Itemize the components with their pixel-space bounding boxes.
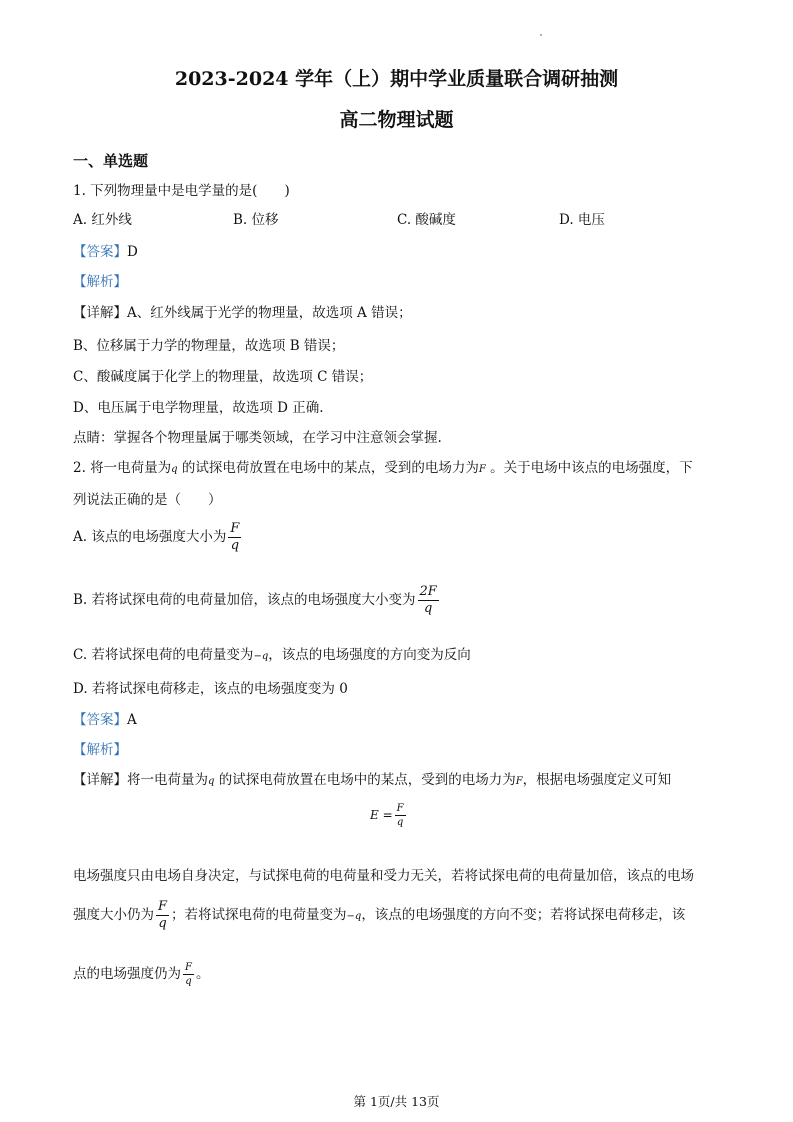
denominator: q — [185, 976, 192, 987]
q1-stem: 1. 下列物理量中是电学量的是( ) — [73, 183, 290, 199]
q2-detail-line-1 — [73, 770, 671, 792]
fraction-f-over-q — [228, 522, 241, 553]
fraction-f-over-q — [183, 962, 194, 987]
fraction-2f-over-q — [418, 585, 439, 616]
q2-option-d: D. 若将试探电荷移走，该点的电场强度变为 0 — [73, 681, 348, 697]
q2-option-a — [73, 522, 243, 553]
numerator: F — [230, 521, 240, 536]
q2-paragraph-line-2 — [73, 900, 685, 931]
paragraph-text: 强度大小仍为 — [73, 907, 154, 923]
numerator: F — [396, 803, 404, 814]
detail-text: 的试探电荷放置在电场中的某点，受到的电场力为 — [214, 772, 516, 788]
detail-text: ，根据电场强度定义可知 — [522, 772, 672, 788]
answer-tag: 【答案】 — [73, 244, 127, 260]
option-text: A. 该点的电场强度大小为 — [73, 529, 227, 545]
page-footer: 第 1页/共 13页 — [353, 1094, 440, 1109]
paragraph-text: ；若将试探电荷的电荷量变为 — [171, 907, 347, 923]
detail-text: A、红外线属于光学的物理量，故选项 A 错误； — [127, 305, 412, 321]
var-q: q — [208, 776, 215, 787]
paragraph-text: 。 — [195, 966, 210, 982]
q1-detail-line-2: B、位移属于力学的物理量，故选项 B 错误； — [73, 338, 345, 354]
option-text: C. 若将试探电荷的电荷量变为 — [73, 647, 254, 663]
exam-subtitle: 高二物理试题 — [339, 109, 454, 131]
option-text: B. 若将试探电荷的电荷量加倍，该点的电场强度大小变为 — [73, 592, 416, 608]
numerator: F — [185, 962, 192, 973]
fraction-f-over-q — [395, 803, 406, 828]
answer-value: A — [127, 712, 137, 728]
detail-text: 将一电荷量为 — [127, 772, 208, 788]
stem-text: 的试探电荷放置在电场中的某点，受到的电场力为 — [177, 460, 479, 476]
numerator: F — [158, 899, 168, 914]
exam-title: 2023-2024 学年（上）期中学业质量联合调研抽测 — [174, 68, 619, 90]
fraction-f-over-q — [156, 900, 169, 931]
q1-analysis-tag: 【解析】 — [73, 274, 127, 290]
paragraph-text: 点的电场强度仍为 — [73, 966, 181, 982]
stem-text: 2. 将一电荷量为 — [73, 460, 172, 476]
answer-value: D — [127, 244, 138, 260]
var-f: F — [515, 776, 523, 787]
q1-option-a: A. 红外线 — [73, 212, 132, 228]
denominator: q — [230, 538, 240, 553]
paragraph-text: ，该点的电场强度的方向不变；若将试探电荷移走，该 — [361, 907, 686, 923]
q1-detail-line-1 — [73, 303, 412, 323]
q1-comment: 点睛：掌握各个物理量属于哪类领域，在学习中注意领会掌握. — [73, 430, 442, 446]
scan-speck — [540, 34, 542, 36]
answer-tag: 【答案】 — [73, 712, 127, 728]
q1-option-d: D. 电压 — [559, 212, 605, 228]
option-text: ，该点的电场强度的方向变为反向 — [268, 647, 471, 663]
numerator: 2F — [419, 584, 437, 599]
var-neg-q: −q — [253, 651, 269, 662]
formula-e-equals-f-over-q — [370, 803, 408, 828]
denominator: q — [396, 817, 404, 828]
formula-lhs: E = — [370, 808, 393, 822]
q2-analysis-tag: 【解析】 — [73, 742, 127, 758]
stem-text: 。关于电场中该点的电场强度，下 — [485, 460, 693, 476]
q1-answer — [73, 242, 138, 262]
q2-stem-line-2: 列说法正确的是（ ） — [73, 492, 222, 508]
denominator: q — [424, 601, 433, 616]
detail-tag: 【详解】 — [73, 772, 127, 788]
q1-detail-line-3: C、酸碱度属于化学上的物理量，故选项 C 错误； — [73, 369, 373, 385]
q1-detail-line-4: D、电压属于电学物理量，故选项 D 正确. — [73, 400, 324, 416]
var-q: q — [171, 464, 178, 475]
q2-paragraph-line-1: 电场强度只由电场自身决定，与试探电荷的电荷量和受力无关，若将试探电荷的电荷量加倍，该点的电场 — [73, 868, 694, 884]
q2-option-c — [73, 645, 471, 667]
q2-paragraph-line-3 — [73, 962, 209, 987]
q2-stem-line-1 — [73, 458, 693, 480]
q1-option-c: C. 酸碱度 — [397, 212, 456, 228]
detail-tag: 【详解】 — [73, 305, 127, 321]
section-heading: 一、单选题 — [73, 152, 149, 170]
var-neg-q: −q — [346, 911, 362, 922]
q1-option-b: B. 位移 — [233, 212, 279, 228]
var-f: F — [478, 464, 486, 475]
q2-option-b — [73, 585, 441, 616]
denominator: q — [158, 916, 167, 931]
q2-answer — [73, 710, 137, 730]
